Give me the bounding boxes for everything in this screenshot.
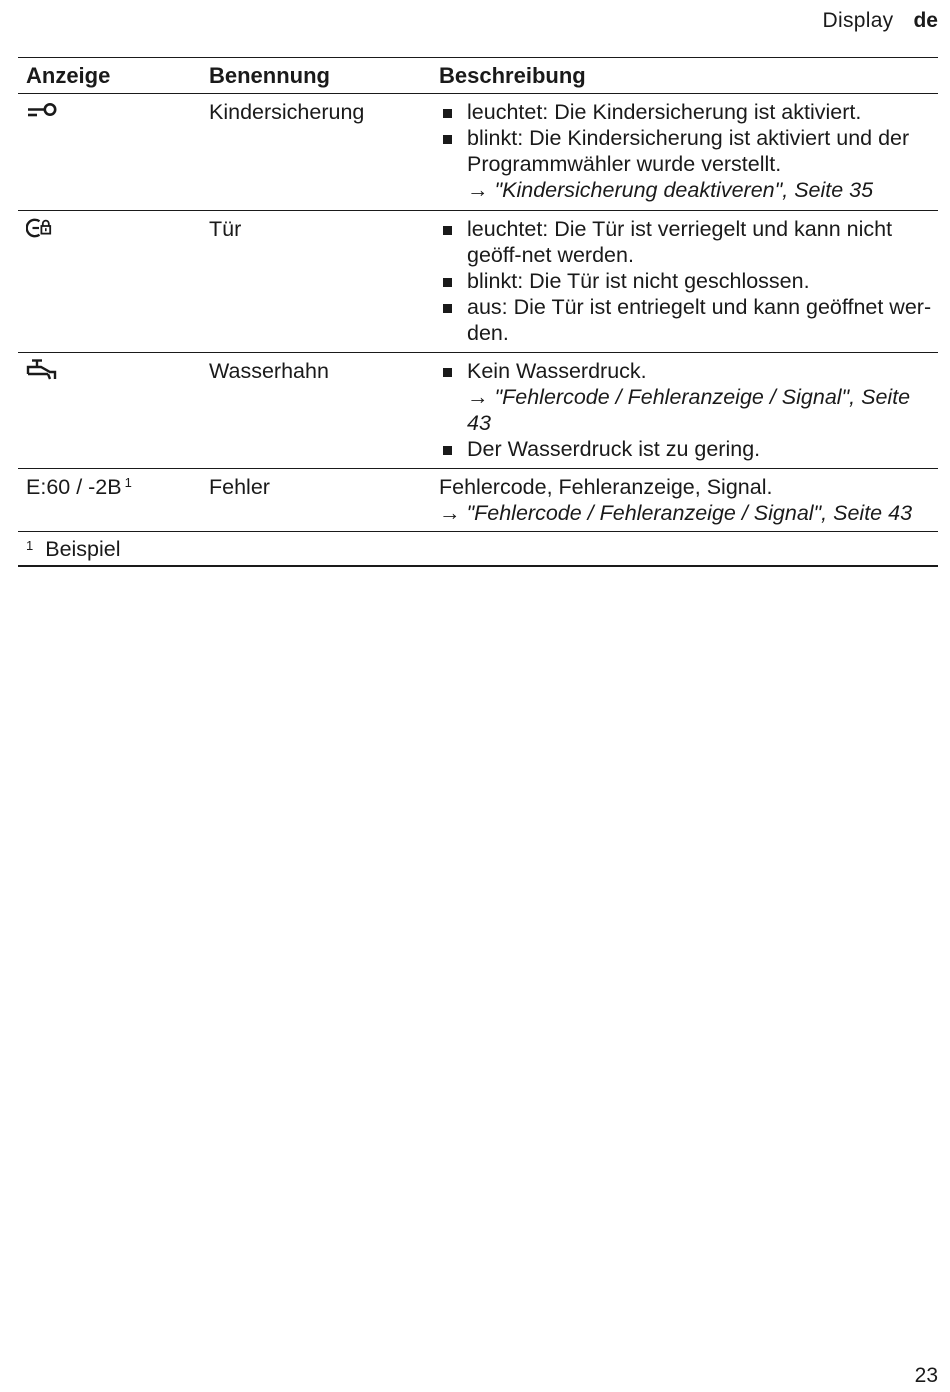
running-head (823, 8, 938, 34)
reference-text: "Fehlercode / Fehleranzeige / Signal", Seite 43 (467, 385, 911, 435)
table-row (18, 353, 938, 469)
bullet-item: leuchtet: Die Kindersicherung ist aktiviert. (439, 99, 934, 125)
column-header-beschreibung: Beschreibung (439, 63, 586, 88)
description-cell (439, 216, 934, 346)
name-cell: Tür (209, 217, 242, 241)
cross-reference (467, 384, 934, 436)
door-lock-icon (26, 216, 56, 246)
reference-text: "Fehlercode / Fehleranzeige / Signal", Seite 43 (466, 501, 913, 525)
table-header-row (18, 58, 938, 94)
display-cell (26, 216, 206, 246)
footnote-number: 1 (26, 538, 34, 553)
display-cell (26, 474, 206, 500)
footnote (26, 536, 426, 562)
name-cell: Kindersicherung (209, 100, 365, 124)
name-cell: Wasserhahn (209, 359, 329, 383)
arrow-right-icon: → (467, 385, 489, 409)
footnote-mark: 1 (124, 475, 132, 490)
table-row (18, 94, 938, 211)
water-tap-icon (26, 358, 60, 390)
reference-text: "Kindersicherung deaktiveren", Seite 35 (494, 178, 874, 202)
display-cell (26, 358, 206, 390)
description-cell (439, 358, 934, 462)
column-header-benennung: Benennung (209, 63, 330, 88)
section-title: Display (822, 9, 894, 32)
table-row (18, 211, 938, 353)
language-code: de (913, 9, 938, 32)
description-cell (439, 99, 934, 203)
bullet-item (439, 125, 934, 203)
column-header-anzeige: Anzeige (26, 63, 111, 88)
cross-reference (467, 177, 934, 203)
arrow-right-icon: → (467, 178, 489, 202)
bullet-item (439, 358, 934, 436)
child-lock-key-icon (26, 99, 60, 127)
arrow-right-icon: → (439, 501, 461, 525)
display-cell (26, 99, 206, 127)
table-row (18, 469, 938, 532)
bullet-item: Der Wasserdruck ist zu gering. (439, 436, 934, 462)
name-cell: Fehler (209, 475, 270, 499)
page-number: 23 (914, 1364, 938, 1387)
cross-reference (439, 500, 934, 526)
bullet-item: leuchtet: Die Tür ist verriegelt und kann nicht geöff-net werden. (439, 216, 934, 268)
description-text: Fehlercode, Fehleranzeige, Signal. (439, 475, 773, 499)
error-code-text: E:60 / -2B (26, 475, 122, 499)
bullet-item: aus: Die Tür ist entriegelt und kann geöffnet wer-den. (439, 294, 934, 346)
bullet-item: blinkt: Die Tür ist nicht geschlossen. (439, 268, 934, 294)
bullet-text: blinkt: Die Kindersicherung ist aktiviert und der Programmwähler wurde verstellt. (467, 126, 910, 176)
bullet-text: Kein Wasserdruck. (467, 359, 647, 383)
display-symbols-table (18, 57, 938, 567)
footnote-text: Beispiel (45, 537, 121, 561)
description-cell (439, 474, 934, 526)
table-footnote-row (18, 532, 938, 565)
